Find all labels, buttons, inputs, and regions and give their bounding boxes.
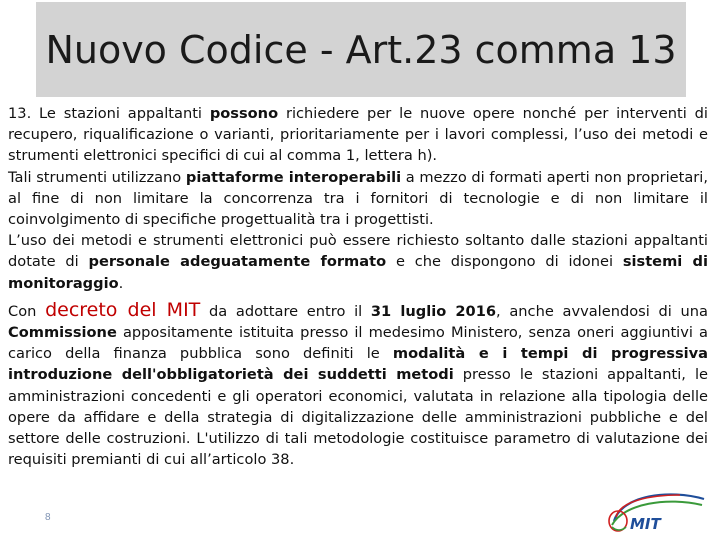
p2-bold-piattaforme: piattaforme interoperabili bbox=[185, 168, 402, 186]
p2-text-a: Tali strumenti utilizzano bbox=[8, 168, 186, 186]
paragraph-1 bbox=[8, 103, 708, 167]
mit-logo-icon bbox=[600, 487, 710, 535]
p3-text-c: e che dispongono di idonei bbox=[386, 253, 623, 271]
p3-bold-personale: personale adeguatamente formato bbox=[88, 253, 387, 271]
p4-text-i: presso le stazioni appaltanti, le amministrazioni concedenti e gli operatori economici, valutata in relazione alla tipologia delle opere da affidare e della strategia di digitalizzazione delle amministrazioni pubbliche e del settore delle costruzioni. L'utilizzo di tali metodologie costituisce parametro di valutazione dei requisiti premianti di cui all’articolo 38. bbox=[8, 366, 708, 469]
slide-title: Nuovo Codice - Art.23 comma 13 bbox=[45, 27, 677, 72]
p4-bold-date: 31 luglio 2016 bbox=[370, 302, 497, 320]
slide-title-bar bbox=[36, 2, 686, 97]
p1-text-c: richiedere per le nuove opere nonché per interventi di recupero, riqualificazione o varianti, prioritariamente per i lavori complessi, l’uso dei metodi e strumenti elettronici specifici di cui al comma 1, lettera h). bbox=[8, 105, 708, 165]
p4-text-g: appositamente istituita presso il medesimo Ministero, senza oneri aggiuntivi a carico della finanza pubblica sono definiti le bbox=[8, 324, 708, 363]
p4-bold-commissione: Commissione bbox=[8, 324, 117, 342]
p1-bold-possono: possono bbox=[209, 105, 279, 122]
p3-text-a: L’uso dei metodi e strumenti elettronici può essere richiesto soltanto dalle stazioni appaltanti dotate di bbox=[8, 232, 708, 271]
p3-bold-sistemi: sistemi di monitoraggio bbox=[8, 253, 708, 292]
paragraph-2 bbox=[8, 167, 708, 231]
p4-decreto-mit: decreto del MIT bbox=[45, 298, 201, 321]
p2-text-c: a mezzo di formati aperti non proprietari, al fine di non limitare la concorrenza tra i fornitori di tecnologie e di non limitare il coinvolgimento di specifiche progettualità tra i progettisti. bbox=[8, 168, 708, 229]
paragraph-4 bbox=[8, 300, 708, 471]
slide-number: 8 bbox=[45, 512, 51, 523]
p4-bold-modalita: modalità e i tempi di progressiva introduzione dell'obbligatorietà dei suddetti metodi bbox=[8, 345, 708, 384]
p3-text-e: . bbox=[118, 274, 124, 292]
p4-text-a: Con bbox=[8, 302, 46, 320]
p1-text-a: 13. Le stazioni appaltanti bbox=[8, 105, 210, 122]
p4-text-c: da adottare entro il bbox=[200, 302, 371, 320]
paragraph-3 bbox=[8, 230, 708, 294]
mit-logo-text: MIT bbox=[630, 515, 661, 533]
p4-text-e: , anche avvalendosi di una bbox=[496, 302, 708, 320]
slide-body bbox=[8, 103, 708, 470]
